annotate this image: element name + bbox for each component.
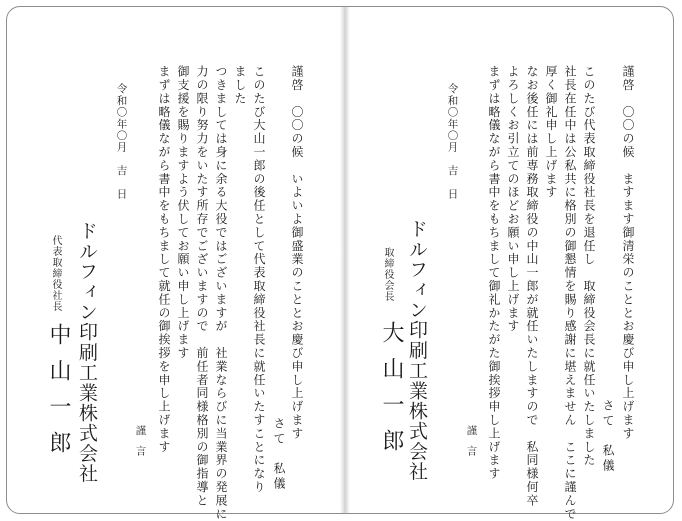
left-date: 令和〇年〇月 吉 日 bbox=[115, 83, 128, 200]
left-closing: 謹言 bbox=[134, 425, 147, 466]
right-line-1: 謹啓 〇〇の候 ますます御清栄のこととお慶び申し上げます bbox=[621, 65, 635, 441]
right-line-4: 社長在任中は公私共に格別の御懇情を賜り感謝に堪えません ここに謹んで bbox=[563, 65, 577, 521]
right-company-name: ドルフィン印刷工業株式会社 bbox=[406, 219, 428, 482]
left-line-6: 力の限り努力をいたす所存でございますので 前任者同様格別の御指導と bbox=[195, 65, 209, 508]
left-line-4: ました bbox=[233, 65, 247, 106]
left-signer-title: 代表取締役社長 bbox=[50, 235, 61, 312]
right-page bbox=[350, 7, 673, 521]
right-date: 令和〇年〇月 吉 日 bbox=[446, 83, 459, 200]
right-line-2: さて 私儀 bbox=[601, 399, 615, 474]
right-line-8: まずは略儀ながら書中をもちまして御礼かたがた御挨拶申し上げます bbox=[487, 65, 501, 481]
left-line-3: このたび大山一郎の後任として代表取締役社長に就任いたすことになり bbox=[252, 65, 266, 494]
left-signer-name: 中山一郎 bbox=[46, 323, 71, 467]
letter-spread bbox=[6, 6, 674, 521]
right-line-7: よろしくお引立てのほどお願い申し上げます bbox=[506, 65, 520, 333]
left-line-1: 謹啓 〇〇の候 いよいよ御盛業のこととお慶び申し上げます bbox=[290, 65, 304, 441]
left-line-8: まずは略儀ながら書中をもちまして就任の御挨拶を申し上げます bbox=[157, 65, 171, 454]
right-signer-name: 大山一郎 bbox=[379, 321, 404, 465]
right-line-5: 厚く御礼申し上げます bbox=[544, 65, 558, 199]
right-line-3: このたび代表取締役社長を退任し 取締役会長に就任いたしました bbox=[582, 65, 596, 467]
left-line-7: 御支援を賜りますよう伏してお願い申し上げます bbox=[176, 65, 190, 360]
left-line-2: さて 私儀 bbox=[272, 417, 286, 492]
right-closing: 謹言 bbox=[465, 425, 478, 466]
left-page bbox=[7, 7, 340, 521]
right-line-6: なお後任には前専務取締役の中山一郎が就任いたしますので 私同様何卒 bbox=[525, 65, 539, 508]
left-company-name: ドルフィン印刷工業株式会社 bbox=[76, 221, 98, 484]
left-line-5: つきましては身に余る大役ではございますが 社業ならびに当業界の発展に bbox=[214, 65, 228, 521]
right-signer-title: 取締役会長 bbox=[382, 247, 393, 302]
book-gutter bbox=[340, 7, 350, 513]
